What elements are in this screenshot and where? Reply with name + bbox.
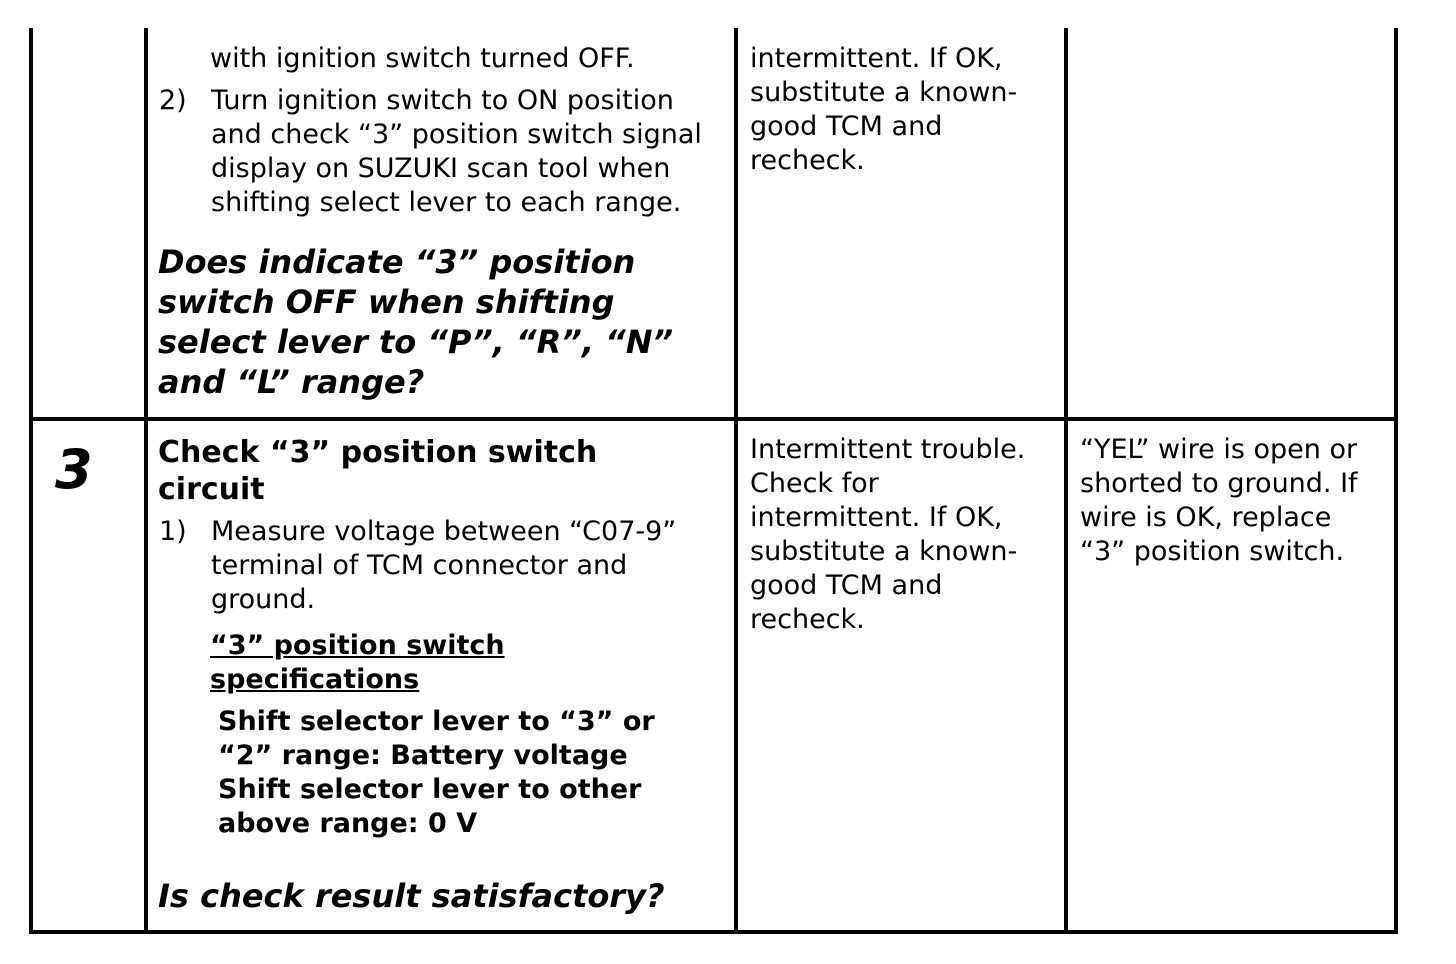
yes-result-bottom: Intermittent trouble. Check for intermittent. If OK, substitute a known-good TCM and recheck. xyxy=(750,434,1026,635)
column-divider-step xyxy=(144,28,148,934)
action-continuation: with ignition switch turned OFF. xyxy=(210,43,635,74)
step-item-number: 1) xyxy=(159,516,187,547)
step-number: 3 xyxy=(55,438,93,501)
column-divider-action xyxy=(734,28,738,934)
step-item-text: Measure voltage between “C07-9” terminal of TCM connector and ground. xyxy=(211,516,677,615)
spec-line: “2” range: Battery voltage xyxy=(218,740,628,771)
action-question-bottom: Is check result satisfactory? xyxy=(158,877,665,915)
spec-line: above range: 0 V xyxy=(218,808,478,839)
table-border-bottom xyxy=(29,930,1398,934)
yes-result-top: intermittent. If OK, substitute a known-good TCM and recheck. xyxy=(750,43,1018,176)
action-steps-top xyxy=(159,84,724,228)
table-border-right xyxy=(1394,28,1398,934)
column-divider-yes xyxy=(1064,28,1068,934)
spec-line: Shift selector lever to other xyxy=(218,774,642,805)
action-question-top: Does indicate “3” position switch OFF when shifting select lever to “P”, “R”, “N” and “L” range? xyxy=(158,243,674,401)
spec-line: Shift selector lever to “3” or xyxy=(218,706,655,737)
step-item xyxy=(159,515,724,617)
step-item xyxy=(159,84,724,220)
row-divider xyxy=(29,417,1398,421)
step-item-text: Turn ignition switch to ON position and check “3” position switch signal display on SUZUKI scan tool when shifting select lever to each range. xyxy=(211,85,702,218)
spec-title: “3” position switch specifications xyxy=(210,630,505,695)
step-item-number: 2) xyxy=(159,85,187,116)
action-steps-bottom xyxy=(159,515,724,625)
table-border-left xyxy=(29,28,33,934)
action-heading: Check “3” position switch circuit xyxy=(158,435,598,507)
spec-body xyxy=(218,705,718,841)
no-result-bottom: “YEL” wire is open or shorted to ground. If wire is OK, replace “3” position switch. xyxy=(1080,434,1358,567)
